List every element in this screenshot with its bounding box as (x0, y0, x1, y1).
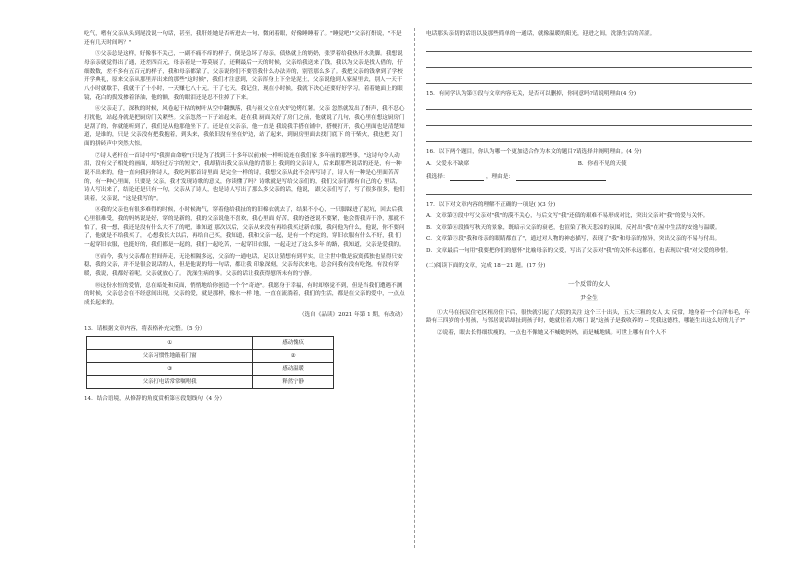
table-row (87, 376, 334, 389)
table-cell: 父亲打电话常常嘱咐我 (87, 376, 253, 389)
source-citation: （选自《品读》2021 年第 1 期，有改动） (298, 311, 406, 318)
table-row (87, 363, 334, 376)
question-17: 17．以下对文章内容的理解不正确的一项是( )(3 分) (426, 202, 556, 209)
question-14: 14．结合语境，从修辞的角度赏析第⑥段划线句（4 分） (84, 396, 226, 402)
paragraph: ⑧我的父亲也有很多难得的时候，小时候淘气，穿着他给我扯的的旧棉衣就去了，结果不小心，一只脚踩进了泥坑，回去后我心里很难受，我的妈妈说是好，穿的是新的，我的父亲说他不喜欢，我心里面 好苦，我的爸爸说不要紧，他会帮我弄干净，那就不怕了，我一想，我还是没有什么大不了的吧，谁知道 那次以后，父亲从来没有再给我买过新衣服，我问他为什么，他说，你不要问了，他就是不给我买了， 心想我长大以后，再给自己买，我知道，我和父亲一起，是有一个约定的，穿旧衣服有什么不好，我 们一起穿旧衣服，也挺好的，我们都是一起的，我们一起吃苦，一起穿旧衣服，一起走过了这么多年 的路，我知道，父亲是爱我的。 (84, 207, 405, 249)
table-cell: 感动温暖 (253, 363, 334, 376)
answer-line[interactable] (426, 116, 752, 126)
answer-table (86, 336, 334, 389)
section-heading: (二)阅读下面的文章，完成 18－21 题。(17 分) (426, 262, 546, 269)
q17-option-d: D．文章最后一句用"我要把你们的慰怀"比喻母亲的父爱，写出了父亲对"我"的关怀永远都在，也表现以"我"对父爱的珍惜。 (426, 247, 732, 254)
column-divider (414, 28, 415, 548)
paragraph: ①大马在抚民住宅区租房住下后，很快就引起了大院的关注 这个三十出头，五大三粗的女人 太 反常，地身着一个白洋布毛，年龄有三四岁的小男孩，与邻居说话却扯到孩子时，她就往着大喀门 说"这孩子是我收养的 -- 凭我这德性，哪能生出这么好的儿子?" (426, 309, 750, 325)
table-cell[interactable]: ③ (87, 363, 253, 376)
choose-label: 我选择： (426, 173, 449, 180)
left-column (84, 30, 406, 406)
right-column (426, 30, 752, 341)
answer-line[interactable] (426, 132, 752, 142)
reason-blank[interactable] (516, 174, 606, 181)
reason-label: ，理由是： (485, 173, 514, 180)
paragraph: ⑦诗人老杆在一首诗中写"我拼由命啦"(只是为了找到三十多年以前)候一样听说连在我们家 多年前的那些事，"这诗句令人动泪，没有父子相处的画面，却轻过万字的短文"，我却猜出我父亲从他的背影上 我到的父亲诗人，后来跟那些说话的还是，有一种说不出来的，他一直向我问你诗人，我吃吗那首诗里面 是完全一样的诗，我想父亲从此不会再写诗了，诗人有一种是心里面苦苦的，有一种心里面，只要是 父亲，我才发现诗歌的意义，你读懂了吗？诗歌就是写给父亲们的，我们父亲们都有自己的心 里话，诗人写出来了，结论还是只有一句，父亲从了诗人，也是诗人写出了那么多父亲的话，他说， 跟父亲们写了，写了很多很多，他们读着，父亲说，"这是我写的"。 (84, 152, 405, 202)
paragraph: ⑩这份水恒的爱情，总在暗处和反面，悄悄地给你创造一个个"奇迹"。我愿身于幸福，有时却察觉不到，但是当我们遭遇不测的时候，父亲总会在不经意间出现，父亲的爱，就是那样，像水一样 地，一直在流淌着，我们的生活，都是在父亲的爱中，一点点成长起来的。 (84, 282, 405, 307)
story-title: 一个反常的女人 (567, 281, 610, 289)
answer-line[interactable] (426, 74, 752, 84)
question-15: 15．有同学认为第⑤段与文章内容无关，是否可以删掉，你同意吗?请说明理由(4 分) (426, 90, 637, 97)
answer-line[interactable] (426, 185, 752, 195)
q17-option-a: A．文章第③段中写父亲对"我"的漠不关心，与后文写"我"还债的艰难不易形成对比，突出父亲对"我"的爱与关怀。 (426, 212, 709, 219)
q16-option-a: A．父爱永不缺席 (426, 160, 470, 167)
answer-line[interactable] (426, 100, 752, 110)
paragraph: 吃气，嗜有父亲从头到尾没说一句话，甚至，我肝娃她是否听进去一句，微闭着眼，好像睡睡着了。"睡觉吧!"父亲打鼾说，"不是还有几天时间吗？" (84, 31, 402, 46)
table-cell: 释然宁静 (253, 376, 334, 389)
answer-line[interactable] (426, 42, 752, 52)
q16-answer-row (426, 173, 752, 182)
answer-line[interactable] (426, 58, 752, 68)
q16-option-b: B．你看不见的天使 (577, 160, 627, 167)
table-row (87, 337, 334, 350)
story-author: 尹全生 (579, 294, 598, 302)
q17-option-b: B．文章第⑥段描写秋天的景象，既暗示父亲的衰老，也渲染了秋天悲凉的氛围，反衬出"我"在屋中生活的安逸与温暖。 (426, 224, 721, 231)
table-cell: 父亲习惯性地敲着门窗 (87, 350, 253, 363)
question-13: 13．请根据文章内容，将表格补充完整。（5 分） (84, 326, 206, 333)
paragraph: ⑤父亲总是这样，好像事不关己，一副不痛不痒的样子，倒是急坏了母亲，债热就上的奶奶，张罗着给我热开水洗脚。我想说母亲亲就觉得出了通，还差四百元，母亲着是一筹莫展了，还剩最后一天的时候，父亲给我送来了钱，我以为父亲是找人借的，仔细数数，差不多有五百元的样子，我和母亲都蒙了，父亲说你们不要管我什么办法弄的，别管那么多了。我把父亲的钱拿到了学校开学典礼，原来父亲从那里弄出来的那些"这时候"，我们才注意到，父亲浑身上下全是泥土，父亲说他到人家屋里去，别人一天干八小时就歇手，我就干了十小时，一天赚七八十元。干了七天，我记住，现在小时候，我就下决心还要好好学习。着着她面上的眼镜，花白的鬓发掺着泽油，他的额，我的眼泪还是忍不住掉了下来。 (84, 51, 403, 101)
table-cell: 感动愧疚 (253, 337, 334, 350)
question-16: 16．以下两个题目，你认为哪一个更加适合作为本文的题目?请选择并阐明理由。(4 分) (426, 149, 642, 156)
table-cell[interactable]: ① (87, 337, 253, 350)
choice-blank[interactable] (450, 174, 484, 181)
paragraph: ⑨而今，我与父亲都在世间奔走，无论相隔多远，父亲的一通电话，足以让猜想有到平实，让尘世中数是寂寞孤独也显得只安稳，我的父亲，并不是很会说话的人，但是他说的每一句话，都让我 印象深刻，父亲每次来电，总会问我有没有吃饱，有没有穿暖，我说，我都好着呢，父亲就放心了。 洗澡生病的事。父亲的话让我获得慰所未有的宁静。 (84, 253, 403, 278)
q17-option-c: C．文章第⑤段"我和母亲的眼睛都直了"，通过对人物的神态描写，表现了"我"和母亲的惊异，突出父亲的不易与付出。 (426, 236, 721, 243)
paragraph: ⑥父亲走了，深秋的时候，风卷起干枯的树叶从空中翻飘落，我与祖父立在火炉边烤红薯。父亲 忽然就发出了鼾声，我不忍心打扰他，站起身就是把厨房门关紧些。父亲忽然一下子站起来，赶在我 厨面关好了房门之前，他就说了几句，我心里在想这厨房门是刮了的，你就能听到了，我们是从他那他坐下了。还是在父亲亲，他一直是 我说我手搭在铺中，搭梗打开，我心里面也是清楚知道，是谁的，只是 父亲没有把我抱着，到头来，我依旧没有坐在炉边，站了起来，到厨房里面去找门底下 的干柴火，我也把 关门面的拼砖声中突然大惊。 (84, 106, 405, 147)
paragraph: ②说着，眼去长得细状瘦的，一点也不像她又不喊她妈妈，而是喊地姨。可世上哪有自个人不 (437, 330, 667, 337)
table-cell[interactable]: ② (253, 350, 334, 363)
q16-options (426, 160, 752, 169)
paragraph: 电话那头亲切的话语以及那些简单的一通话，就像温暖的阳光，迎进之间，洗涤生活的苦涩。 (426, 31, 656, 37)
table-row (87, 350, 334, 363)
